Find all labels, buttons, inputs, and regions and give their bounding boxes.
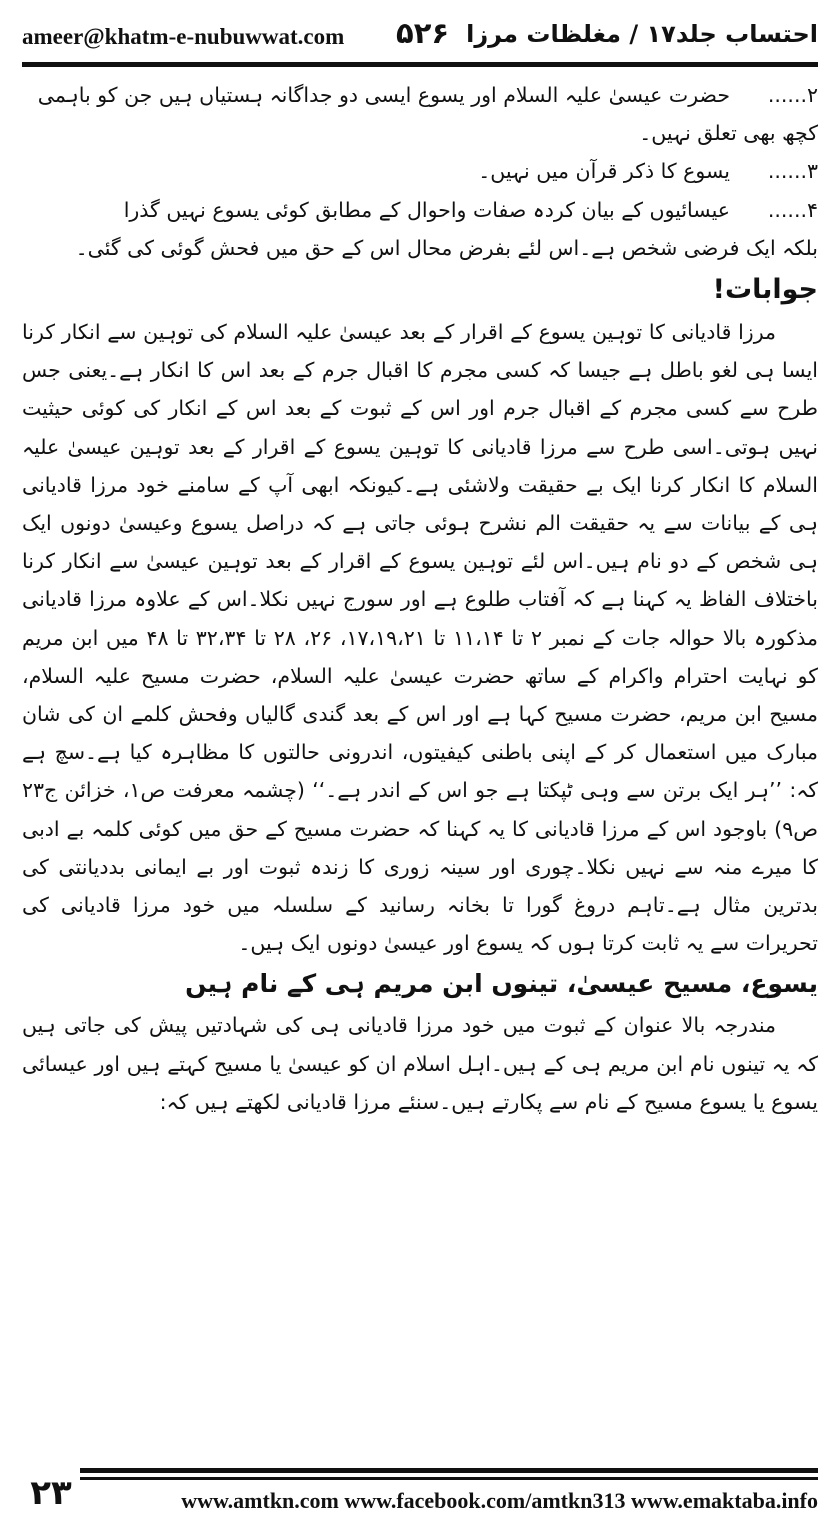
footer-rule-thick [22, 1468, 818, 1473]
footer-page-marker: ۲۳ [22, 1468, 80, 1524]
header-email: ameer@khatm-e-nubuwwat.com [22, 24, 345, 49]
point-4 [22, 191, 818, 229]
page-header [22, 14, 818, 58]
point-text: حضرت عیسیٰ علیہ السلام اور یسوع ایسی دو جداگانہ ہستیاں ہیں جن کو باہمی [37, 83, 730, 107]
point-text: یسوع کا ذکر قرآن میں نہیں۔ [478, 159, 730, 184]
point-4-continuation: بلکہ ایک فرضی شخص ہے۔اس لئے بفرض محال اس کے حق میں فحش گوئی کی گئی۔ [75, 235, 818, 260]
header-book-title: احتساب جلد۱۷ / مغلظات مرزا [466, 20, 818, 48]
point-2 [22, 76, 818, 114]
header-page-number: ۵۲۶ [396, 16, 450, 50]
point-number: ۲...... [767, 83, 818, 107]
section-heading: یسوع، مسیح عیسیٰ، تینوں ابن مریم ہی کے نام ہیں [185, 969, 818, 999]
page-body [22, 76, 818, 1121]
header-rule [22, 62, 818, 67]
footer-rule-thin [22, 1477, 818, 1480]
answers-paragraph: مرزا قادیانی کا توہین یسوع کے اقرار کے بعد عیسیٰ علیہ السلام کی توہین سے انکار کرنا ایسا ہی لغو باطل ہے جیسا کہ کسی مجرم کا اقبال جرم کے بعد اس کا انکار ہے۔یعنی جس طرح سے کسی مجرم کے اقبال جرم اور اس کے ثبوت کے بعد اس کے انکار کی کوئی حیثیت نہیں ہوتی۔اسی طرح سے مرزا قادیانی کا توہین یسوع کے اقرار کے بعد توہین عیسیٰ علیہ السلام کا انکار کرنا ایک بے حقیقت ولاشئی ہے۔کیونکہ ابھی آپ کے سامنے خود مرزا قادیانی ہی کے بیانات سے یہ حقیقت الم نشرح ہوئی جاتی ہے کہ دراصل یسوع وعیسیٰ دونوں ایک ہی شخص کے دو نام ہیں۔اس لئے توہین یسوع کے اقرار کے بعد توہین عیسیٰ سے انکار کرنا باختلاف الفاظ یہ کہنا ہے کہ آفتاب طلوع ہے اور سورج نہیں نکلا۔اس کے علاوہ مرزا قادیانی مذکورہ بالا حوالہ جات کے نمبر ۲ تا ۱۱،۱۴ تا ۱۷،۱۹،۲۱، ۲۶، ۲۸ تا ۳۲،۳۴ تا ۴۸ میں ابن مریم کو نہایت احترام واکرام کے ساتھ حضرت عیسیٰ علیہ السلام، حضرت مسیح علیہ السلام، مسیح ابن مریم، حضرت مسیح کہا ہے اور اس کے بعد گندی گالیاں وفحش کلمے ان کی شان مبارک میں استعمال کر کے اپنی باطنی کیفیتوں، اندرونی حالتوں کا مظاہرہ کیا ہے۔سچ ہے کہ: ’’ہر ایک برتن سے وہی ٹپکتا ہے جو اس کے اندر ہے۔‘‘ (چشمہ معرفت ص۱، خزائن ج۲۳ ص۹) باوجود اس کے مرزا قادیانی کا یہ کہنا کہ حضرت مسیح کے حق میں کوئی کلمہ بے ادبی کا میرے منہ سے نہیں نکلا۔چوری اور سینہ زوری کا زندہ ثبوت اور بے ایمانی بددیانتی کی بدترین مثال ہے۔تاہم دروغ گورا تا بخانہ رسانید کے سلسلہ میں خود مرزا قادیانی کی تحریرات سے یہ ثابت کرتا ہوں کہ یسوع اور عیسیٰ دونوں ایک ہیں۔ [22, 320, 819, 956]
page-footer [22, 1468, 818, 1526]
point-number: ۴...... [767, 197, 818, 222]
point-text: عیسائیوں کے بیان کردہ صفات واحوال کے مطابق کوئی یسوع نہیں گذرا [123, 197, 730, 222]
point-number: ۳...... [767, 159, 818, 184]
point-3 [22, 152, 818, 190]
point-2-continuation: کچھ بھی تعلق نہیں۔ [639, 121, 818, 146]
section-paragraph: مندرجہ بالا عنوان کے ثبوت میں خود مرزا قادیانی ہی کی شہادتیں پیش کی جاتی ہیں کہ یہ تینوں نام ابن مریم ہی کے ہیں۔اہل اسلام ان کو عیسیٰ یا مسیح کہتے ہیں اور عیسائی یسوع یا یسوع مسیح کے نام سے پکارتے ہیں۔سنئے مرزا قادیانی لکھتے ہیں کہ: [22, 1013, 818, 1114]
answers-heading: جوابات! [712, 274, 818, 306]
footer-urls: www.amtkn.com www.facebook.com/amtkn313 www.emaktaba.info [181, 1488, 818, 1513]
